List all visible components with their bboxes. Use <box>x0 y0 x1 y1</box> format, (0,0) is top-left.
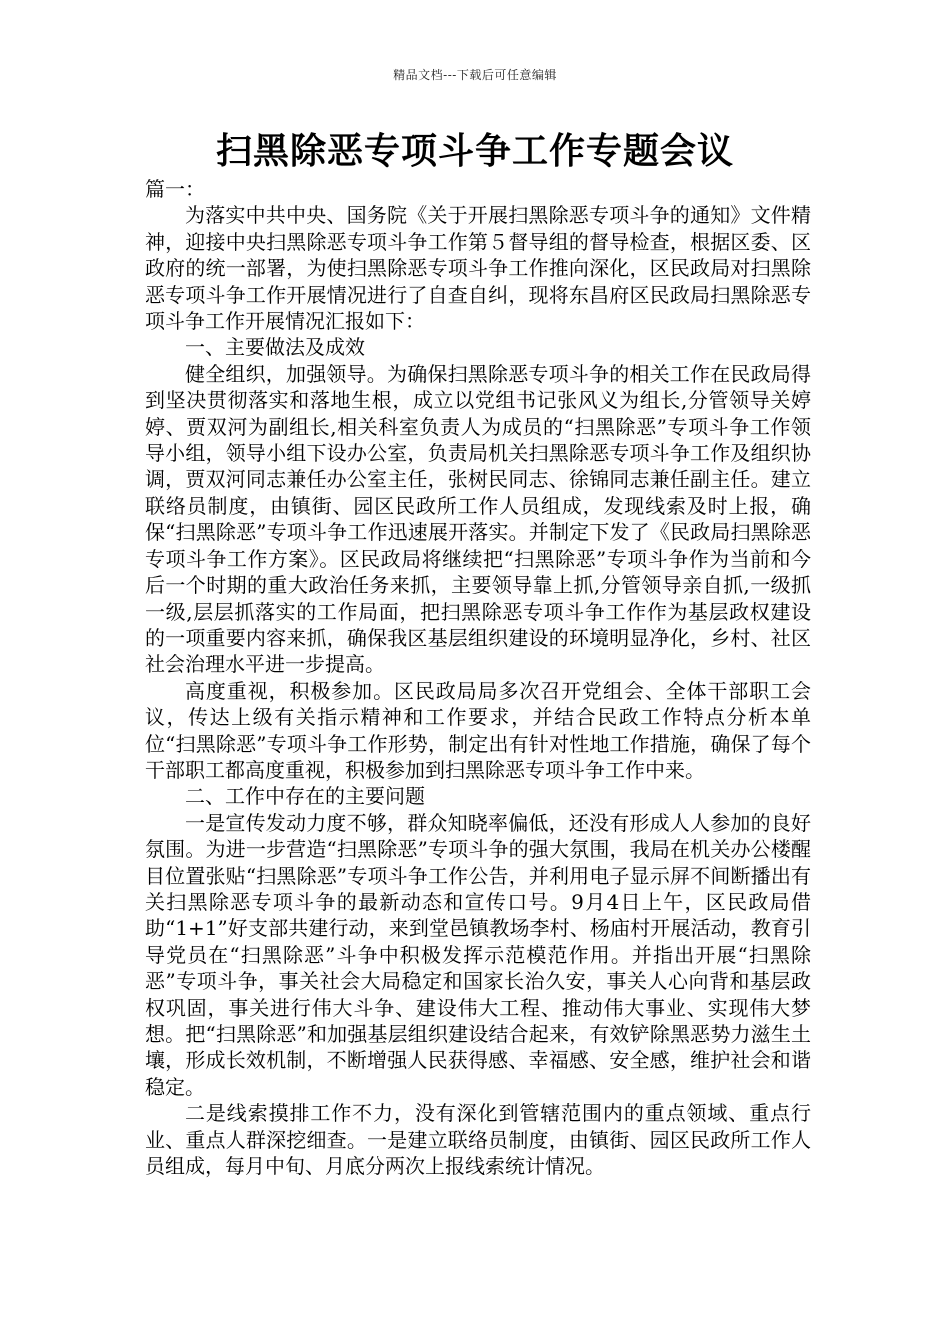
document-body <box>145 176 811 1179</box>
intro-paragraph: 为落实中共中央、国务院《关于开展扫黑除恶专项斗争的通知》文件精神，迎接中央扫黑除恶专项斗争工作第５督导组的督导检查，根据区委、区政府的统一部署，为使扫黑除恶专项斗争工作推向深化，区民政局对扫黑除恶专项斗争工作开展情况进行了自查自纠，现将东昌府区民政局扫黑除恶专项斗争工作开展情况汇报如下： <box>145 203 811 334</box>
paragraph-attention: 高度重视，积极参加。区民政局局多次召开党组会、全体干部职工会议，传达上级有关指示精神和工作要求，并结合民政工作特点分析本单位“扫黑除恶”专项斗争工作形势，制定出有针对性地工作措施，确保了每个干部职工都高度重视，积极参加到扫黑除恶专项斗争工作中来。 <box>145 678 811 782</box>
paragraph-publicity: 一是宣传发动力度不够，群众知晓率偏低，还没有形成人人参加的良好氛围。为进一步营造“扫黑除恶”专项斗争的强大氛围，我局在机关办公楼醒目位置张贴“扫黑除恶”专项斗争工作公告，并利用电子显示屏不间断播出有关扫黑除恶专项斗争的最新动态和宣传口号。9月4日上午，区民政局借助“1+1”好支部共建行动，来到堂邑镇教场李村、杨庙村开展活动，教育引导党员在“扫黑除恶”斗争中积极发挥示范模范作用。并指出开展“扫黑除恶”专项斗争，事关社会大局稳定和国家长治久安，事关人心向背和基层政权巩固，事关进行伟大斗争、建设伟大工程、推动伟大事业、实现伟大梦想。把“扫黑除恶”和加强基层组织建设结合起来，有效铲除黑恶势力滋生土壤，形成长效机制，不断增强人民获得感、幸福感、安全感，维护社会和谐稳定。 <box>145 810 811 1099</box>
document-title: 扫黑除恶专项斗争工作专题会议 <box>215 130 734 172</box>
paragraph-clue-investigation: 二是线索摸排工作不力，没有深化到管辖范围内的重点领域、重点行业、重点人群深挖细查。一是建立联络员制度，由镇街、园区民政所工作人员组成，每月中旬、月底分两次上报线索统计情况。 <box>145 1101 811 1179</box>
heading-problems: 二、工作中存在的主要问题 <box>185 784 425 809</box>
header-note: 精品文档---下载后可任意编辑 <box>393 68 557 82</box>
heading-main-practices: 一、主要做法及成效 <box>185 335 365 360</box>
paragraph-organization: 健全组织，加强领导。为确保扫黑除恶专项斗争的相关工作在民政局得到坚决贯彻落实和落地生根，成立以党组书记张风义为组长,分管领导关婷婷、贾双河为副组长,相关科室负责人为成员的“扫黑除恶”专项斗争工作领导小组，领导小组下设办公室，负责局机关扫黑除恶专项斗争工作及组织协调，贾双河同志兼任办公室主任，张树民同志、徐锦同志兼任副主任。建立联络员制度，由镇街、园区民政所工作人员组成，发现线索及时上报，确保“扫黑除恶”专项斗争工作迅速展开落实。并制定下发了《民政局扫黑除恶专项斗争工作方案》。区民政局将继续把“扫黑除恶”专项斗争作为当前和今后一个时期的重大政治任务来抓，主要领导靠上抓,分管领导亲自抓,一级抓一级,层层抓落实的工作局面，把扫黑除恶专项斗争工作作为基层政权建设的一项重要内容来抓，确保我区基层组织建设的环境明显净化，乡村、社区社会治理水平进一步提高。 <box>145 361 811 677</box>
section-label: 篇一： <box>145 177 205 201</box>
